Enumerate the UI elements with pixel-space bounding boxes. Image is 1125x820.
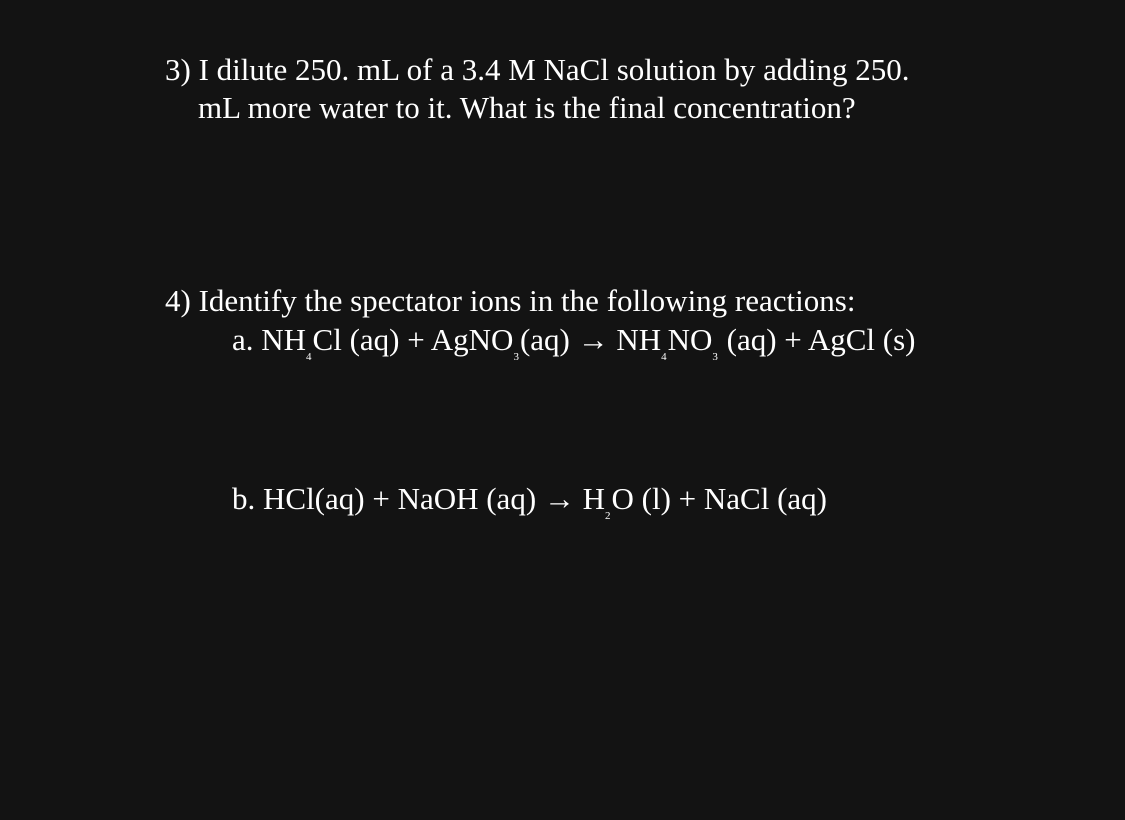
reaction-b-text-2: O (l) + NaCl (aq) <box>611 481 828 516</box>
reaction-a-text-5: (aq) + AgCl (s) <box>718 322 916 357</box>
reaction-a-text-4: NO <box>667 322 713 357</box>
question-3-line-1: 3) I dilute 250. mL of a 3.4 M NaCl solution by adding 250. <box>165 52 910 87</box>
reaction-a-subscript-4: 3 <box>712 351 718 363</box>
reaction-b <box>232 481 828 522</box>
reaction-a-subscript-3: 4 <box>661 351 667 363</box>
reaction-a-text-3: (aq) → NH <box>519 322 662 357</box>
reaction-a <box>232 322 916 363</box>
question-4-prompt: 4) Identify the spectator ions in the following reactions: <box>165 283 856 318</box>
reaction-b-subscript-1: 2 <box>605 510 611 522</box>
reaction-b-text-1: b. HCl(aq) + NaOH (aq) → H <box>232 481 606 516</box>
reaction-a-subscript-2: 3 <box>513 351 519 363</box>
reaction-a-text-1: a. NH <box>232 322 307 357</box>
reaction-a-subscript-1: 4 <box>306 351 312 363</box>
reaction-a-text-2: Cl (aq) + AgNO <box>312 322 514 357</box>
question-3-line-2: mL more water to it. What is the final concentration? <box>198 90 856 125</box>
